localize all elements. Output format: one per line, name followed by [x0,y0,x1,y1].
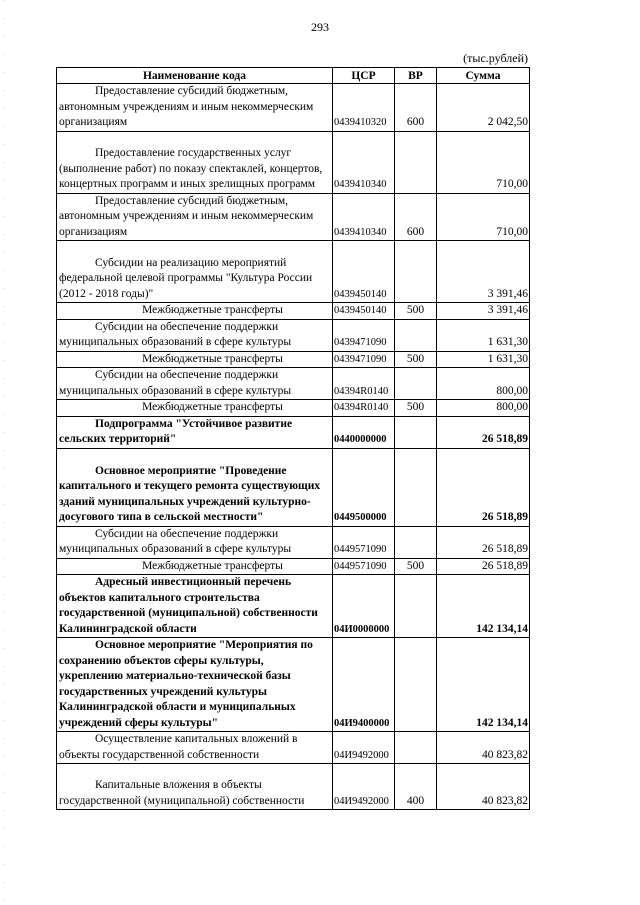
row-csr-cell: 0439410320 [333,84,395,132]
table-row [57,193,530,241]
units-label: (тыс.рублей) [463,51,528,65]
row-csr-cell: 0439471090 [333,319,395,351]
row-name-cell: Предоставление субсидий бюджетным, автономным учреждениям и иным некоммерческим организациям [57,193,333,241]
row-vr-cell: 500 [395,558,437,575]
row-name-cell: Осуществление капитальных вложений в объекты государственной собственности [57,732,333,764]
row-sum-cell: 800,00 [437,368,530,400]
row-csr-cell: 04394R0140 [333,368,395,400]
table-row [57,558,530,575]
row-vr-cell [395,448,437,526]
row-vr-cell [395,241,437,303]
table-row [57,764,530,810]
row-name-cell: Субсидии на обеспечение поддержки муниципальных образований в сфере культуры [57,526,333,558]
budget-table [56,67,530,810]
row-vr-cell: 600 [395,84,437,132]
row-vr-cell [395,732,437,764]
table-row [57,351,530,368]
row-sum-cell: 26 518,89 [437,448,530,526]
row-csr-cell: 0439450140 [333,241,395,303]
table-row [57,638,530,732]
row-vr-cell [395,416,437,448]
row-sum-cell: 142 134,14 [437,575,530,638]
row-vr-cell: 400 [395,764,437,810]
row-sum-cell: 26 518,89 [437,558,530,575]
row-csr-cell: 04394R0140 [333,400,395,417]
row-vr-cell [395,526,437,558]
row-name-cell: Основное мероприятие "Проведение капитального и текущего ремонта существующих зданий муниципальных учреждений культурно-досугового типа в сельской местности" [57,448,333,526]
row-vr-cell [395,575,437,638]
row-name-cell: Подпрограмма "Устойчивое развитие сельских территорий" [57,416,333,448]
row-vr-cell: 500 [395,303,437,320]
page-number: 293 [311,20,329,34]
table-row [57,241,530,303]
row-sum-cell: 710,00 [437,193,530,241]
table-row [57,303,530,320]
table-row [57,416,530,448]
row-name-cell: Основное мероприятие "Мероприятия по сохранению объектов сферы культуры, укреплению материально-технической базы государственных учреждений культуры Калининградской области и муниципальных учреждений сферы культуры" [57,638,333,732]
row-csr-cell: 0439410340 [333,193,395,241]
row-name-cell: Капитальные вложения в объекты государственной (муниципальной) собственности [57,764,333,810]
row-name-cell: Предоставление субсидий бюджетным, автономным учреждениям и иным некоммерческим организациям [57,84,333,132]
row-vr-cell: 500 [395,400,437,417]
row-sum-cell: 40 823,82 [437,764,530,810]
header-sum: Сумма [437,68,530,84]
row-vr-cell: 500 [395,351,437,368]
row-name-cell: Межбюджетные трансферты [57,558,333,575]
table-header-row [57,68,530,84]
table-row [57,400,530,417]
row-sum-cell: 142 134,14 [437,638,530,732]
row-sum-cell: 1 631,30 [437,319,530,351]
row-name-cell: Субсидии на обеспечение поддержки муниципальных образований в сфере культуры [57,368,333,400]
row-sum-cell: 3 391,46 [437,241,530,303]
row-csr-cell: 0439471090 [333,351,395,368]
row-sum-cell: 40 823,82 [437,732,530,764]
row-name-cell: Субсидии на реализацию мероприятий федеральной целевой программы "Культура России (2012 - 2018 годы)" [57,241,333,303]
row-csr-cell: 0449571090 [333,526,395,558]
row-csr-cell: 0449571090 [333,558,395,575]
row-csr-cell: 0449500000 [333,448,395,526]
table-row [57,526,530,558]
table-row [57,575,530,638]
row-name-cell: Межбюджетные трансферты [57,351,333,368]
row-sum-cell: 26 518,89 [437,526,530,558]
row-vr-cell [395,368,437,400]
header-name: Наименование кода [57,68,333,84]
table-row [57,448,530,526]
row-sum-cell: 1 631,30 [437,351,530,368]
row-vr-cell: 600 [395,193,437,241]
row-sum-cell: 710,00 [437,131,530,193]
row-vr-cell [395,638,437,732]
row-sum-cell: 2 042,50 [437,84,530,132]
row-csr-cell: 04И9400000 [333,638,395,732]
header-vr: ВР [395,68,437,84]
row-csr-cell: 04И9492000 [333,764,395,810]
header-csr: ЦСР [333,68,395,84]
table-row [57,131,530,193]
row-csr-cell: 0440000000 [333,416,395,448]
table-row [57,368,530,400]
row-sum-cell: 800,00 [437,400,530,417]
table-row [57,84,530,132]
table-row [57,319,530,351]
row-vr-cell [395,131,437,193]
row-name-cell: Адресный инвестиционный перечень объектов капитального строительства государственной (муниципальной) собственности Калининградской области [57,575,333,638]
scan-edge-marks [4,0,5,905]
table-body [57,84,530,810]
row-csr-cell: 04И0000000 [333,575,395,638]
row-name-cell: Субсидии на обеспечение поддержки муниципальных образований в сфере культуры [57,319,333,351]
row-name-cell: Предоставление государственных услуг (выполнение работ) по показу спектаклей, концертов, концертных программ и иных зрелищных программ [57,131,333,193]
row-name-cell: Межбюджетные трансферты [57,303,333,320]
row-sum-cell: 26 518,89 [437,416,530,448]
row-sum-cell: 3 391,46 [437,303,530,320]
row-csr-cell: 04И9492000 [333,732,395,764]
table-row [57,732,530,764]
row-vr-cell [395,319,437,351]
row-csr-cell: 0439410340 [333,131,395,193]
row-csr-cell: 0439450140 [333,303,395,320]
row-name-cell: Межбюджетные трансферты [57,400,333,417]
